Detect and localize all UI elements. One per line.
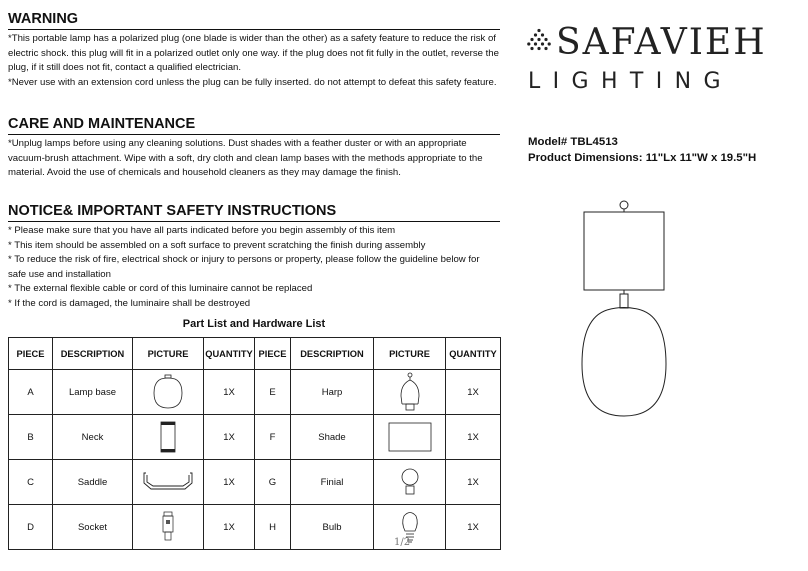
saddle-icon: [141, 469, 195, 495]
description-cell: Neck: [53, 415, 133, 460]
quantity-cell: 1X: [204, 415, 255, 460]
notice-item: * Please make sure that you have all parts indicated before you begin assembly of this item: [8, 225, 396, 236]
table-row: [9, 460, 501, 505]
quantity-cell: 1X: [446, 505, 501, 550]
socket-icon: [160, 510, 176, 544]
model-number: Model# TBL4513: [528, 136, 618, 148]
care-paragraph: *Unplug lamps before using any cleaning solutions. Dust shades with a feather duster or with an appropriate vacuum-brush attachment. Wipe with a soft, dry cloth and clean lamp bases with the methods appropriate to the material. Avoid the use of chemicals and household cleaners as they may damage the finish.: [8, 138, 483, 179]
description-cell: Shade: [291, 415, 374, 460]
picture-cell: [133, 460, 204, 505]
header-quantity: QUANTITY: [204, 338, 255, 370]
picture-cell: [133, 505, 204, 550]
header-piece: PIECE: [255, 338, 291, 370]
table-row: [9, 505, 501, 550]
description-cell: Socket: [53, 505, 133, 550]
header-picture: PICTURE: [133, 338, 204, 370]
piece-cell: A: [9, 370, 53, 415]
piece-cell: B: [9, 415, 53, 460]
notice-section: [8, 202, 500, 312]
header-picture: PICTURE: [374, 338, 446, 370]
description-cell: Harp: [291, 370, 374, 415]
notice-title: NOTICE& IMPORTANT SAFETY INSTRUCTIONS: [8, 202, 500, 222]
quantity-cell: 1X: [204, 370, 255, 415]
table-row: [9, 415, 501, 460]
table-header-row: [9, 338, 501, 370]
piece-cell: D: [9, 505, 53, 550]
header-quantity: QUANTITY: [446, 338, 501, 370]
notice-item: * If the cord is damaged, the luminaire shall be destroyed: [8, 297, 251, 309]
warning-paragraph-1: *This portable lamp has a polarized plug (one blade is wider than the other) as a safety feature to reduce the risk of electric shock. this plug will fit in a polarized outlet only one way. if the plug does not fit fully in the outlet, reverse the plug, if it still does not fit, contact a qualified electrician.: [8, 33, 499, 74]
description-cell: Saddle: [53, 460, 133, 505]
piece-cell: F: [255, 415, 291, 460]
piece-cell: G: [255, 460, 291, 505]
picture-cell: [374, 415, 446, 460]
notice-item: * To reduce the risk of fire, electrical shock or injury to persons or property, please follow the guideline below for safe use and installation: [8, 254, 480, 280]
shade-icon: [388, 421, 432, 453]
brand-name: SAFAVIEH: [556, 22, 767, 63]
finial-icon: [399, 467, 421, 497]
quantity-cell: 1X: [204, 460, 255, 505]
notice-item: * The external flexible cable or cord of this luminaire cannot be replaced: [8, 283, 313, 295]
picture-cell: [133, 415, 204, 460]
piece-cell: C: [9, 460, 53, 505]
picture-cell: [374, 460, 446, 505]
table-row: [9, 370, 501, 415]
quantity-cell: 1X: [446, 370, 501, 415]
warning-paragraph-2: *Never use with an extension cord unless the plug can be fully inserted. do not attempt to defeat this safety feature.: [8, 76, 497, 88]
header-description: DESCRIPTION: [53, 338, 133, 370]
parts-table: [8, 337, 501, 550]
brand-subtitle: LIGHTING: [528, 69, 733, 94]
brand-logo-icon: [527, 28, 551, 52]
lamp-illustration: [570, 196, 680, 418]
description-cell: Finial: [291, 460, 374, 505]
header-description: DESCRIPTION: [291, 338, 374, 370]
product-dimensions: Product Dimensions: 11"Lx 11"W x 19.5"H: [528, 152, 757, 164]
care-section: [8, 115, 500, 181]
notice-item: * This item should be assembled on a soft surface to prevent scratching the finish during assembly: [8, 239, 426, 251]
description-cell: Lamp base: [53, 370, 133, 415]
piece-cell: H: [255, 505, 291, 550]
description-cell: Bulb: [291, 505, 374, 550]
picture-cell: [133, 370, 204, 415]
neck-icon: [158, 419, 178, 455]
warning-section: [8, 10, 500, 90]
quantity-cell: 1X: [446, 415, 501, 460]
lamp-base-icon: [151, 373, 185, 411]
picture-cell: [374, 370, 446, 415]
care-title: CARE AND MAINTENANCE: [8, 115, 500, 135]
harp-icon: [397, 372, 423, 412]
quantity-cell: 1X: [446, 460, 501, 505]
header-piece: PIECE: [9, 338, 53, 370]
piece-cell: E: [255, 370, 291, 415]
quantity-cell: 1X: [204, 505, 255, 550]
warning-title: WARNING: [8, 10, 500, 30]
parts-list-title: Part List and Hardware List: [182, 318, 326, 330]
page-number: 1/2: [394, 537, 411, 548]
